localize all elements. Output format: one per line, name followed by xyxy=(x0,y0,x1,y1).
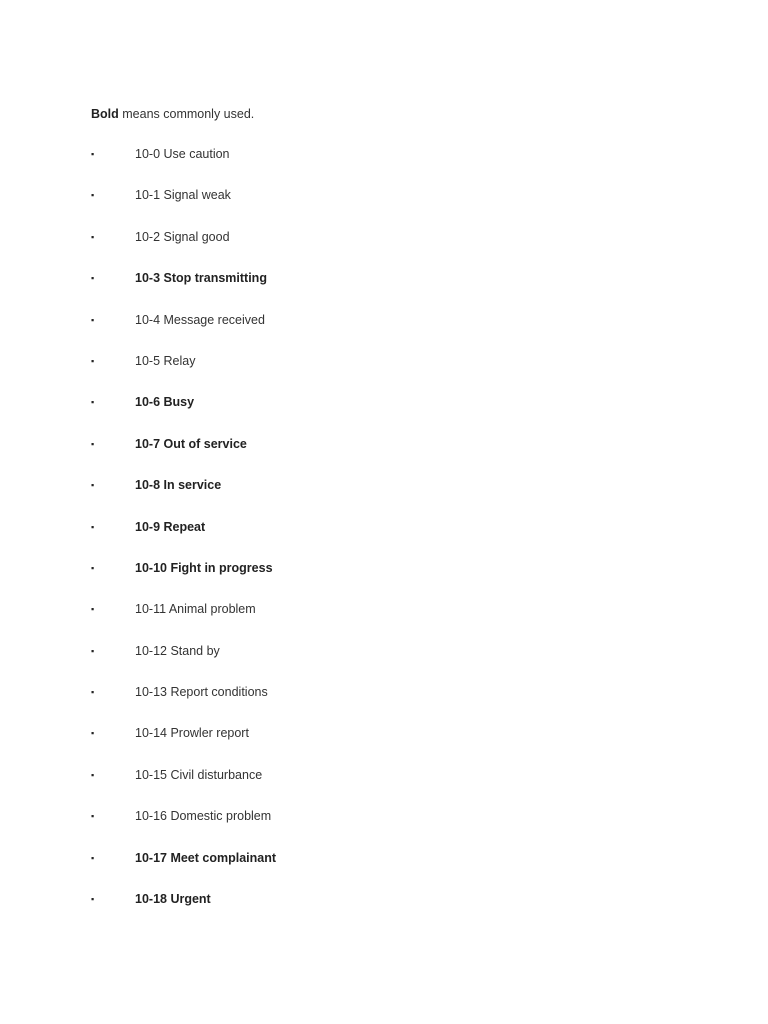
bullet-icon: ▪ xyxy=(91,190,95,201)
intro-text: means commonly used. xyxy=(118,107,255,121)
list-item-text: 10-1 Signal weak xyxy=(135,188,231,203)
list-item-text: 10-11 Animal problem xyxy=(135,602,256,617)
bullet-icon: ▪ xyxy=(91,273,95,284)
bullet-icon: ▪ xyxy=(91,728,95,739)
list-item-text: 10-6 Busy xyxy=(135,395,195,410)
bullet-icon: ▪ xyxy=(91,562,95,573)
bullet-icon: ▪ xyxy=(91,687,95,698)
list-item-text: 10-5 Relay xyxy=(135,353,196,368)
bullet-icon: ▪ xyxy=(91,894,95,905)
list-item-text: 10-14 Prowler report xyxy=(135,726,249,741)
list-item-text: 10-17 Meet complainant xyxy=(135,850,277,865)
list-item-text: 10-10 Fight in progress xyxy=(135,560,273,575)
bullet-icon: ▪ xyxy=(91,231,95,242)
list-item-text: 10-8 In service xyxy=(135,478,222,493)
bullet-icon: ▪ xyxy=(91,852,95,863)
bullet-icon: ▪ xyxy=(91,480,95,491)
list-item-text: 10-3 Stop transmitting xyxy=(135,271,267,286)
list-item-text: 10-15 Civil disturbance xyxy=(135,767,263,782)
list-item-text: 10-7 Out of service xyxy=(135,436,247,451)
bullet-icon: ▪ xyxy=(91,811,95,822)
list-item-text: 10-16 Domestic problem xyxy=(135,809,272,824)
list-item-text: 10-18 Urgent xyxy=(135,892,211,907)
list-item-text: 10-13 Report conditions xyxy=(135,685,268,700)
bullet-icon: ▪ xyxy=(91,645,95,656)
list-item-text: 10-0 Use caution xyxy=(135,147,230,161)
bullet-icon: ▪ xyxy=(91,397,95,408)
bullet-icon: ▪ xyxy=(91,149,95,159)
bullet-icon: ▪ xyxy=(91,769,95,780)
list-item-text: 10-9 Repeat xyxy=(135,519,206,534)
bullet-icon: ▪ xyxy=(91,355,95,366)
intro-bold-word: Bold xyxy=(91,107,119,121)
intro-line xyxy=(91,106,254,122)
list-item-text: 10-4 Message received xyxy=(135,312,265,327)
list-item-text: 10-2 Signal good xyxy=(135,229,230,244)
bullet-icon: ▪ xyxy=(91,604,95,615)
bullet-icon: ▪ xyxy=(91,438,95,449)
list-item-text: 10-12 Stand by xyxy=(135,643,220,658)
bullet-icon: ▪ xyxy=(91,314,95,325)
bullet-icon: ▪ xyxy=(91,521,95,532)
